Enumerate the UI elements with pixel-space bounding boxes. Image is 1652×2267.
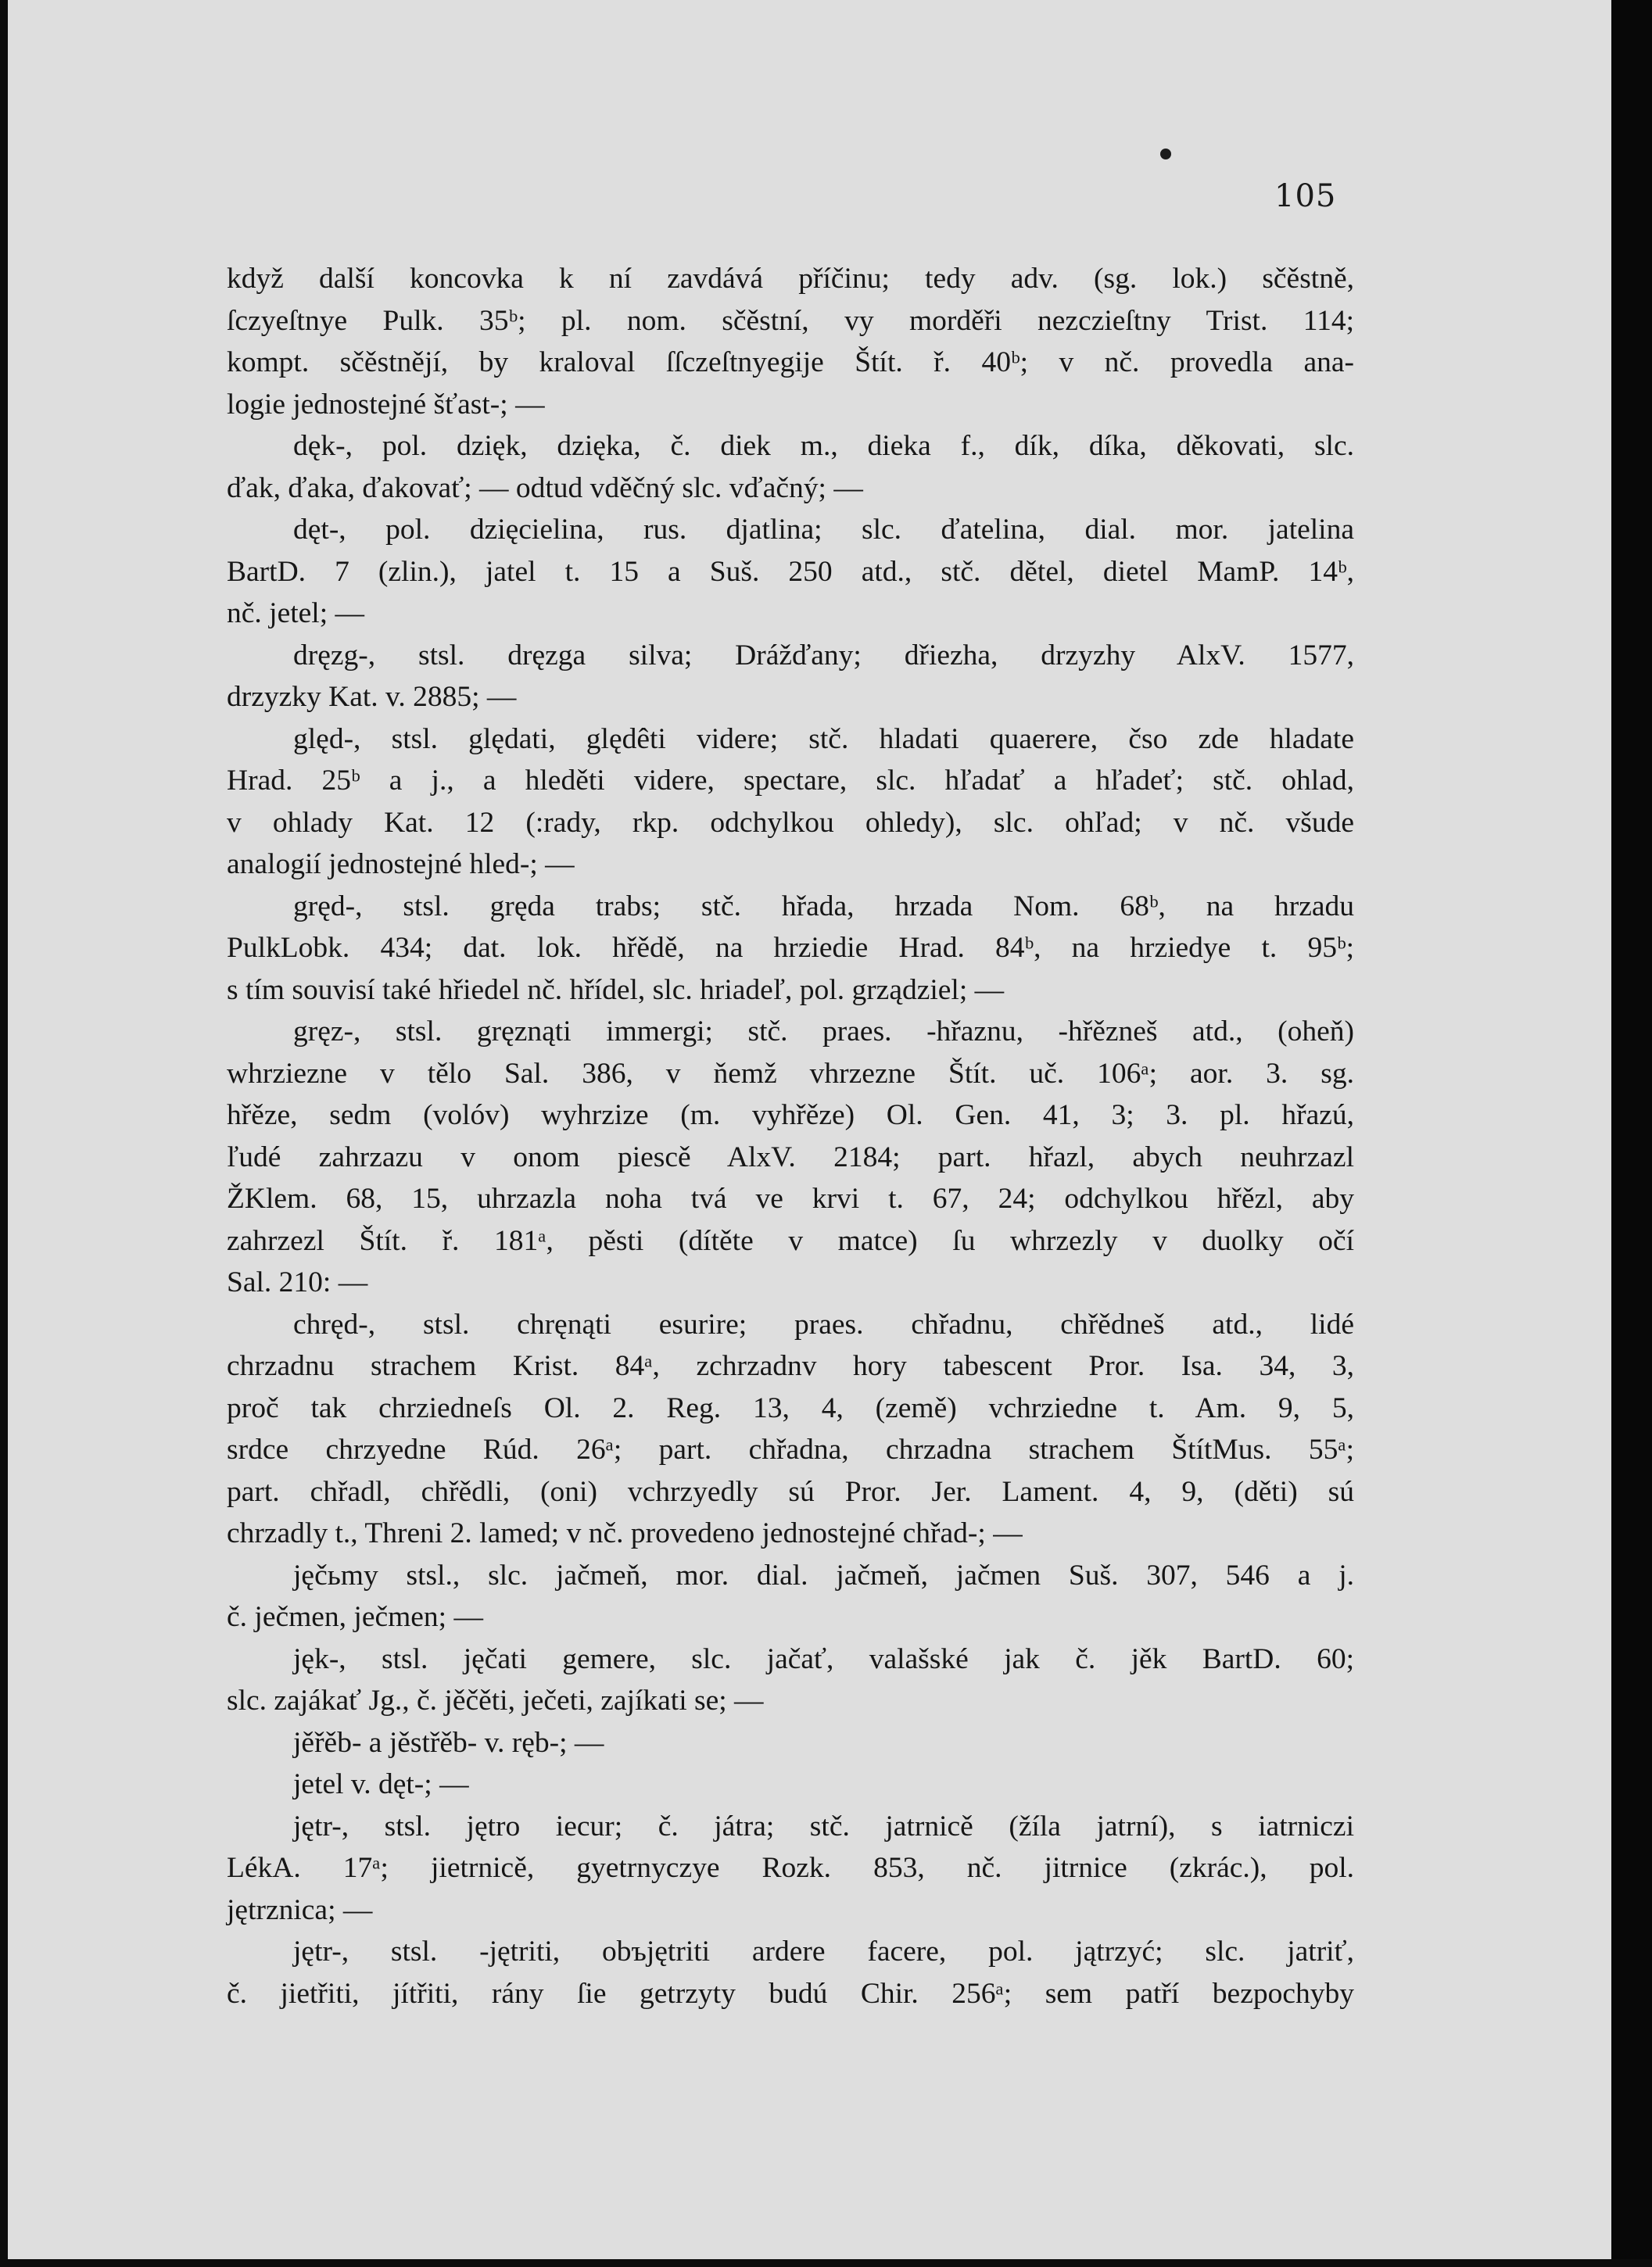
body-text	[227, 258, 1354, 2015]
text-line: LékA. 17ᵃ; jietrnicě, gyetrnyczye Rozk. 853, nč. jitrnice (zkrác.), pol.	[227, 1852, 1354, 1884]
scan-edge-bottom	[0, 2259, 1652, 2267]
text-line: jetel v. dęt-; —	[293, 1768, 469, 1800]
text-line: PulkLobk. 434; dat. lok. hřědě, na hrziedie Hrad. 84ᵇ, na hrziedye t. 95ᵇ;	[227, 932, 1354, 964]
text-line: č. ječmen, ječmen; —	[227, 1601, 483, 1633]
text-line: srdce chrzyedne Rúd. 26ᵃ; part. chřadna, chrzadna strachem ŠtítMus. 55ᵃ;	[227, 1434, 1354, 1466]
text-line: Sal. 210: —	[227, 1266, 368, 1298]
text-line: gręz-, stsl. gręznąti immergi; stč. praes. -hřaznu, -hřězneš atd., (oheň)	[293, 1015, 1354, 1048]
text-line: když další koncovka k ní zavdává příčinu; tedy adv. (sg. lok.) sčěstně,	[227, 263, 1354, 295]
text-line: jęk-, stsl. jęčati gemere, slc. jačať, valašské jak č. jěk BartD. 60;	[293, 1642, 1354, 1675]
text-line: kompt. sčěstnějí, by kraloval ſſczeſtnyegije Štít. ř. 40ᵇ; v nč. provedla ana-	[227, 346, 1354, 378]
scan-edge-right	[1611, 0, 1652, 2267]
text-line: whrziezne v tělo Sal. 386, v ňemž vhrzezne Štít. uč. 106ᵃ; aor. 3. sg.	[227, 1057, 1354, 1090]
text-line: BartD. 7 (zlin.), jatel t. 15 a Suš. 250 atd., stč. dětel, dietel MamP. 14ᵇ,	[227, 555, 1354, 588]
text-line: chręd-, stsl. chręnąti esurire; praes. chřadnu, chřědneš atd., lidé	[293, 1308, 1354, 1341]
text-line: s tím souvisí také hřiedel nč. hřídel, slc. hriadeľ, pol. grządziel; —	[227, 973, 1005, 1006]
text-line: part. chřadl, chřědli, (oni) vchrzyedly sú Pror. Jer. Lament. 4, 9, (děti) sú	[227, 1475, 1354, 1508]
text-line: v ohlady Kat. 12 (:rady, rkp. odchylkou ohledy), slc. ohľad; v nč. všude	[227, 806, 1354, 839]
page-number: 105	[1274, 178, 1337, 214]
text-line: jętr-, stsl. jętro iecur; č. játra; stč. jatrnicě (žíla jatrní), s iatrniczi	[293, 1810, 1354, 1843]
text-line: jęčьmy stsl., slc. jačmeň, mor. dial. jačmeň, jačmen Suš. 307, 546 a j.	[293, 1559, 1354, 1592]
text-line: analogií jednostejné hled-; —	[227, 848, 575, 880]
text-line: ględ-, stsl. ględati, ględêti videre; stč. hladati quaerere, čso zde hladate	[293, 722, 1354, 755]
text-line: ŽKlem. 68, 15, uhrzazla noha tvá ve krvi t. 67, 24; odchylkou hřězl, aby	[227, 1183, 1354, 1215]
scan-edge-left	[0, 0, 8, 2267]
text-line: ďak, ďaka, ďakovať; — odtud vděčný slc. vďačný; —	[227, 471, 863, 504]
text-line: jętrznica; —	[227, 1893, 373, 1926]
text-line: dęk-, pol. dzięk, dzięka, č. diek m., dieka f., dík, díka, děkovati, slc.	[293, 430, 1354, 462]
text-line: jętr-, stsl. -jętriti, obъjętriti ardere facere, pol. jątrzyć; slc. jatriť,	[293, 1936, 1354, 1968]
text-line: slc. zajákať Jg., č. jěčěti, ječeti, zajíkati se; —	[227, 1685, 764, 1717]
text-line: drzyzky Kat. v. 2885; —	[227, 681, 517, 713]
text-line: ľudé zahrzazu v onom piescě AlxV. 2184; part. hřazl, abych neuhrzazl	[227, 1141, 1354, 1173]
text-line: hřěze, sedm (volóv) wyhrzize (m. vyhřěze) Ol. Gen. 41, 3; 3. pl. hřazú,	[227, 1099, 1354, 1131]
text-line: Hrad. 25ᵇ a j., a hleděti videre, spectare, slc. hľadať a hľadeť; stč. ohlad,	[227, 765, 1354, 797]
text-line: jěřěb- a jěstřěb- v. ręb-; —	[293, 1726, 604, 1759]
text-line: proč tak chrziedneſs Ol. 2. Reg. 13, 4, (země) vchrziedne t. Am. 9, 5,	[227, 1391, 1354, 1424]
text-line: chrzadnu strachem Krist. 84ᵃ, zchrzadnv hory tabescent Pror. Isa. 34, 3,	[227, 1350, 1354, 1382]
text-line: nč. jetel; —	[227, 597, 364, 629]
text-line: ſczyeſtnye Pulk. 35ᵇ; pl. nom. sčěstní, vy morděři nezczieſtny Trist. 114;	[227, 304, 1354, 337]
text-line: chrzadly t., Threni 2. lamed; v nč. provedeno jednostejné chřad-; —	[227, 1517, 1023, 1549]
text-line: zahrzezl Štít. ř. 181ᵃ, pěsti (dítěte v matce) ſu whrzezly v duolky očí	[227, 1224, 1354, 1257]
text-line: dręzg-, stsl. dręzga silva; Drážďany; dřiezha, drzyzhy AlxV. 1577,	[293, 639, 1354, 672]
text-line: logie jednostejné šťast-; —	[227, 388, 545, 421]
ink-dot	[1160, 149, 1171, 159]
text-line: gręd-, stsl. gręda trabs; stč. hřada, hrzada Nom. 68ᵇ, na hrzadu	[293, 890, 1354, 922]
text-line: č. jietřiti, jítřiti, rány ſie getrzyty budú Chir. 256ᵃ; sem patří bezpochyby	[227, 1977, 1354, 2010]
text-line: dęt-, pol. dzięcielina, rus. djatlina; slc. ďatelina, dial. mor. jatelina	[293, 514, 1354, 546]
